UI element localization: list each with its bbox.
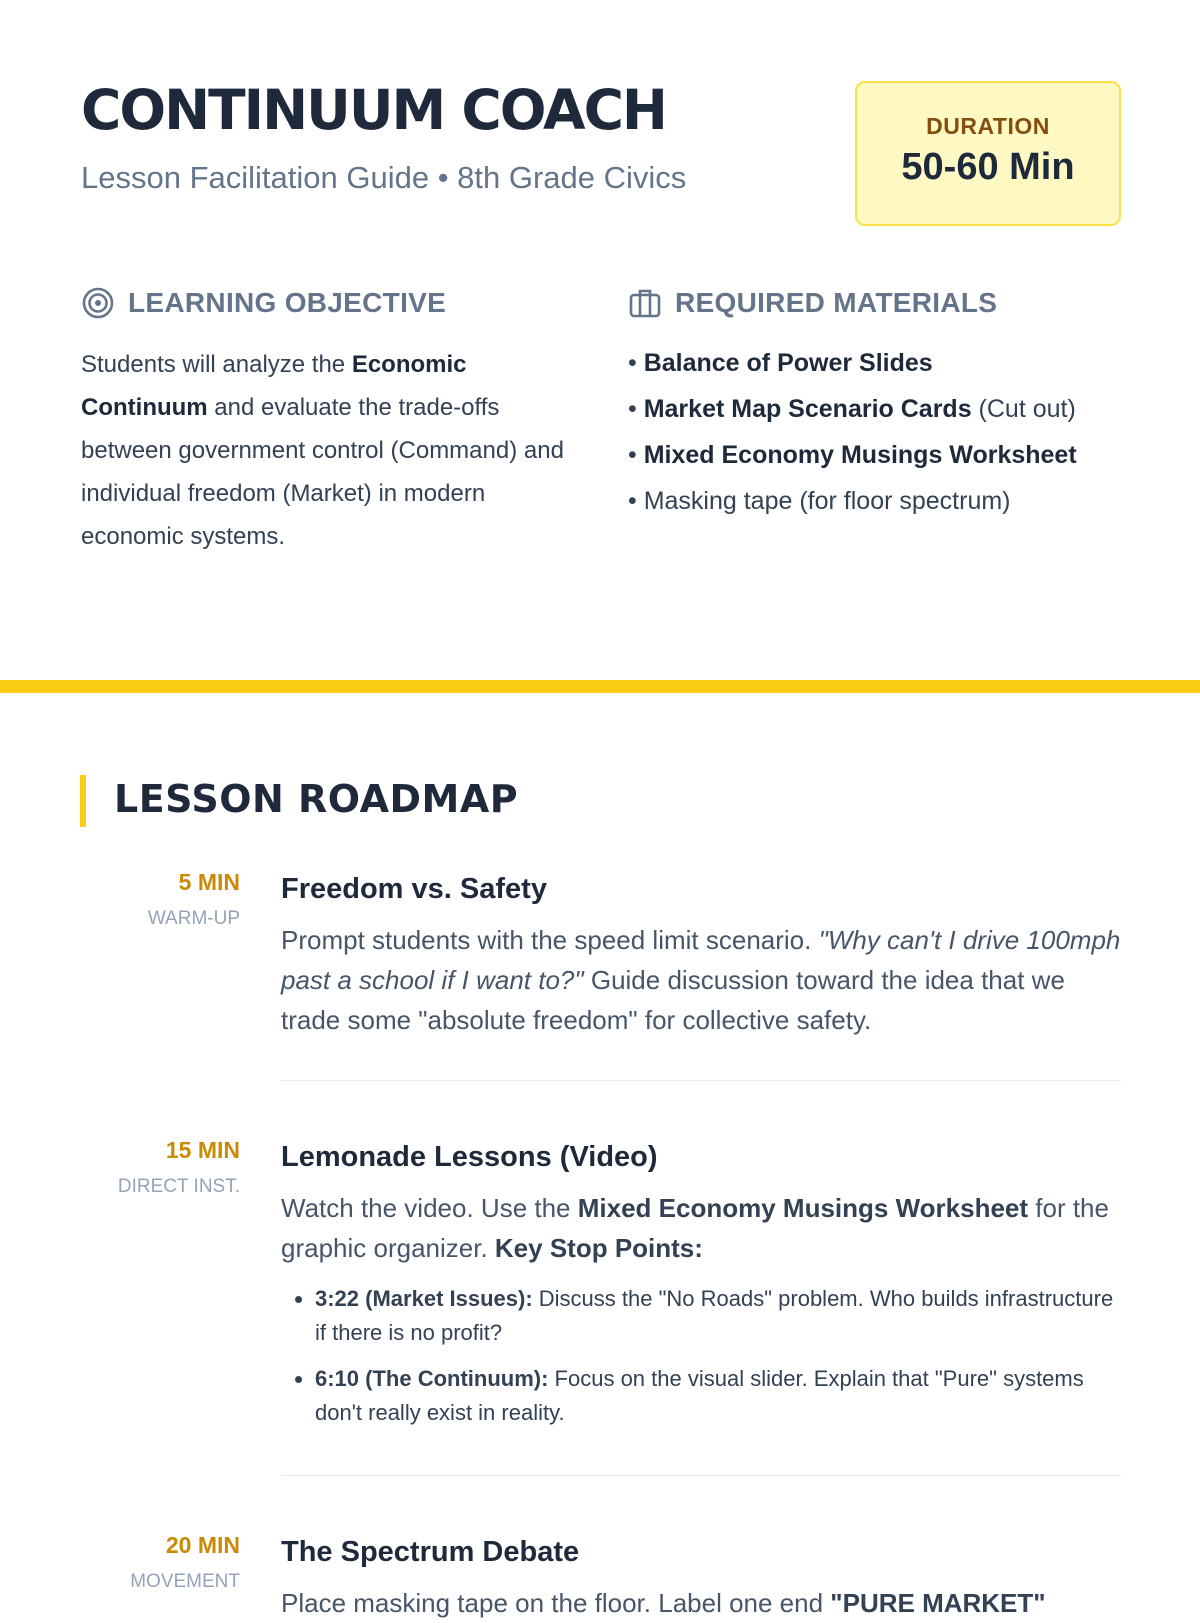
- step-body: [281, 867, 1121, 1040]
- step-title: Lemonade Lessons (Video): [281, 1141, 658, 1173]
- step-body: [281, 1530, 1121, 1623]
- step-time: [118, 1135, 240, 1199]
- materials-heading-label: REQUIRED MATERIALS: [675, 287, 998, 318]
- step-minutes: 15 MIN: [165, 1137, 240, 1163]
- step-title: Freedom vs. Safety: [281, 873, 547, 905]
- materials-heading: [628, 286, 997, 320]
- step-divider: [281, 1080, 1121, 1081]
- objective-text: [81, 343, 581, 558]
- step-text: for the graphic organizer.: [281, 1193, 1109, 1263]
- stop-point-text: Discuss the "No Roads" problem. Who builds infrastructure if there is no profit?: [315, 1286, 1114, 1345]
- material-note: (Cut out): [971, 395, 1076, 423]
- step-keyword: "PURE MARKET": [830, 1588, 1046, 1618]
- material-name: Market Map Scenario Cards: [643, 395, 972, 423]
- material-note: Masking tape (for floor spectrum): [643, 487, 1011, 515]
- step-phase: WARM-UP: [147, 908, 240, 929]
- step-quote: "Why can't I drive 100mph past a school if I want to?": [281, 925, 1121, 995]
- roadmap-accent-bar: [80, 775, 86, 827]
- objective-text-part: and evaluate the trade-offs between government control (Command) and individual freedom (Market) in modern economic systems.: [81, 394, 564, 550]
- material-name: Mixed Economy Musings Worksheet: [643, 441, 1077, 469]
- roadmap-heading: LESSON ROADMAP: [114, 777, 519, 821]
- duration-value: 50-60 Min: [901, 146, 1075, 188]
- step-text: Place masking tape on the floor. Label one end: [281, 1588, 831, 1618]
- step-divider: [281, 1475, 1121, 1476]
- duration-badge: [855, 81, 1121, 226]
- objective-heading: [81, 286, 446, 320]
- step-minutes: 5 MIN: [178, 869, 240, 895]
- objective-heading-label: LEARNING OBJECTIVE: [128, 287, 447, 318]
- duration-label: DURATION: [926, 113, 1050, 139]
- step-time: [148, 867, 240, 931]
- step-description: [281, 1583, 1121, 1623]
- step-minutes: 20 MIN: [165, 1532, 240, 1558]
- step-keyword: Mixed Economy Musings Worksheet: [577, 1193, 1029, 1223]
- step-text: Watch the video. Use the: [281, 1193, 578, 1223]
- material-name: Balance of Power Slides: [643, 349, 933, 377]
- step-phase: MOVEMENT: [130, 1571, 240, 1592]
- step-time: [130, 1530, 240, 1594]
- step-title: The Spectrum Debate: [281, 1536, 580, 1568]
- step-description: [281, 920, 1121, 1040]
- list-item: • Market Map Scenario Cards (Cut out): [628, 395, 1076, 423]
- header: [81, 76, 1121, 236]
- list-item: • Balance of Power Slides: [628, 349, 933, 377]
- list-item: [315, 1362, 1121, 1430]
- stop-point-time: 3:22 (Market Issues):: [315, 1286, 533, 1311]
- page-title: CONTINUUM COACH: [81, 78, 666, 142]
- stop-points-list: [281, 1282, 1121, 1430]
- step-body: [281, 1135, 1121, 1442]
- step-keyword: Key Stop Points:: [494, 1233, 703, 1263]
- briefcase-icon: [628, 286, 662, 320]
- step-phase: DIRECT INST.: [117, 1176, 240, 1197]
- section-divider: [0, 680, 1200, 693]
- stop-point-text: Focus on the visual slider. Explain that "Pure" systems don't really exist in reality.: [315, 1366, 1084, 1425]
- list-item: • Mixed Economy Musings Worksheet: [628, 441, 1077, 469]
- list-item: [315, 1282, 1121, 1350]
- stop-point-time: 6:10 (The Continuum):: [315, 1366, 549, 1391]
- step-description: [281, 1188, 1121, 1268]
- objective-keyword: Economic Continuum: [81, 351, 467, 421]
- page-subtitle: Lesson Facilitation Guide • 8th Grade Civics: [81, 160, 687, 195]
- target-icon: [81, 286, 115, 320]
- objective-text-part: Students will analyze the: [81, 351, 352, 378]
- list-item: • Masking tape (for floor spectrum): [628, 487, 1011, 515]
- step-text: Guide discussion toward the idea that we trade some "absolute freedom" for collective safety.: [281, 965, 1065, 1035]
- materials-list: [628, 343, 1098, 527]
- step-text: Prompt students with the speed limit scenario.: [281, 925, 819, 955]
